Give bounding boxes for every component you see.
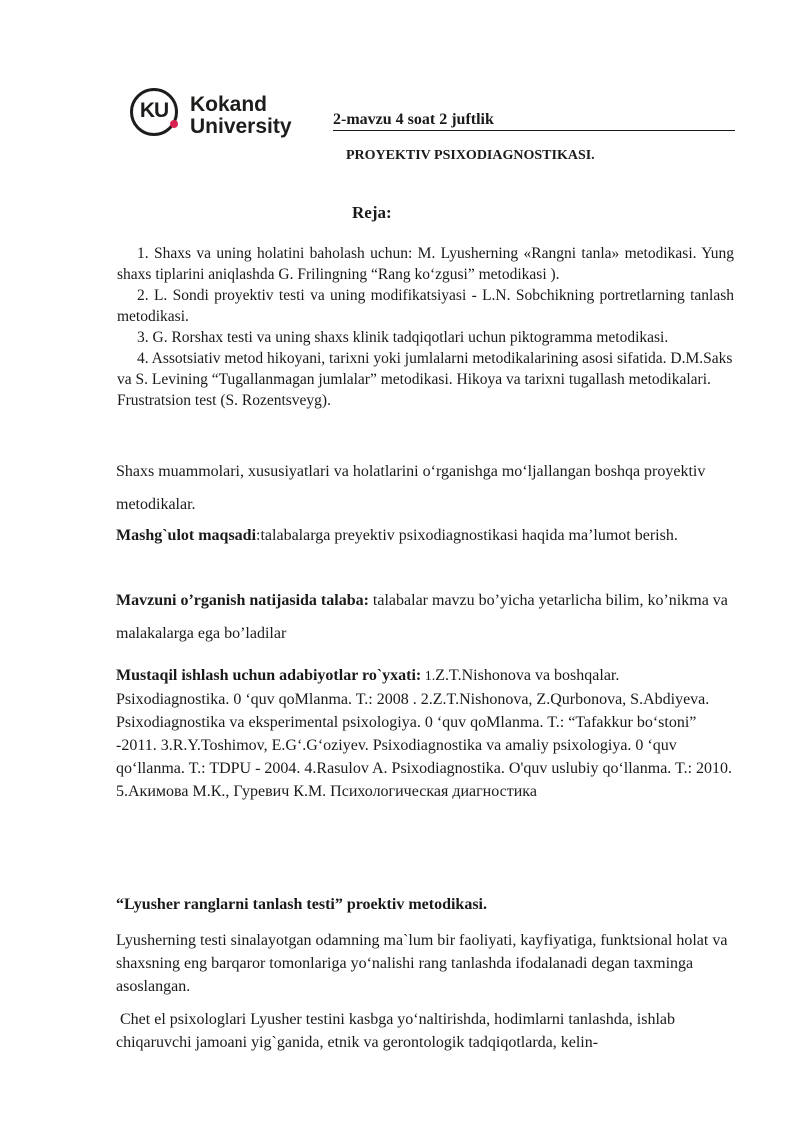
goal-text: :talabalarga preyektiv psixodiagnostikasi haqida ma’lumot berish. [256,527,678,544]
bibliography-number: 1. [421,669,436,684]
logo-word-line1: Kokand [190,93,268,116]
plan-item: 4. Assotsiativ metod hikoyani, tarixni yoki jumlalarni metodikalarining asosi sifatida. D.M.Saks va S. Levining “Tugallanmagan jumlalar” metodikasi. Hikoya va tarixni tugallash metodikalari. Frustratsion test (S. Rozentsveyg). [117,350,733,409]
logo-word-line2: University [190,115,292,138]
outcome-label: Mavzuni o’rganish natijasida talaba: [116,592,369,609]
goal-paragraph [116,519,742,552]
plan-item: 2. L. Sondi proyektiv testi va uning modifikatsiyasi - L.N. Sobchikning portretlarning tanlash metodikasi. [117,287,734,325]
goal-label: Mashg`ulot maqsadi [116,527,257,544]
section-title: “Lyusher ranglarni tanlash testi” proektiv metodikasi. [116,896,487,913]
section-paragraph-2 [116,1008,742,1054]
topic-line: 2-mavzu 4 soat 2 juftlik [333,111,735,131]
plan-item: 3. G. Rorshax testi va uning shaxs klinik tadqiqotlari uchun piktogramma metodikasi. [137,329,669,346]
logo-dot-icon [170,120,178,128]
plan-item: 1. Shaxs va uning holatini baholash uchun: M. Lyusherning «Rangni tanla» metodikasi. Yung shaxs tiplarini aniqlashda G. Frilingning “Rang ko‘zgusi” metodikasi ). [117,245,734,283]
section-paragraph-1-text: Lyusherning testi sinalayotgan odamning ma`lum bir faoliyati, kayfiyatiga, funktsional holat va shaxsning eng barqaror tomonlariga yo‘nalishi rang tanlashda ifodalanadi degan taxminga asoslangan. [116,932,728,995]
section-paragraph-1 [116,929,742,998]
plan-list [117,243,734,411]
page-title: PROYEKTIV PSIXODIAGNOSTIKASI. [346,148,595,163]
plan-tail-paragraph [116,455,742,521]
bibliography-label: Mustaqil ishlash uchun adabiyotlar ro`yxati: [116,667,422,684]
plan-heading: Reja: [352,203,392,222]
university-logo [130,88,320,148]
outcome-paragraph [116,584,742,650]
plan-tail-text: Shaxs muammolari, xususiyatlari va holatlarini o‘rganishga mo‘ljallangan boshqa proyektiv metodikalar. [116,463,706,513]
section-paragraph-2-text: Chet el psixologlari Lyusher testini kasbga yo‘naltirishda, hodimlarni tanlashda, ishlab chiqaruvchi jamoani yig`ganida, etnik va gerontologik tadqiqotlarda, kelin- [116,1011,680,1051]
bibliography-text: Z.T.Nishonova va boshqalar. Psixodiagnostika. 0 ‘quv qoMlanma. T.: 2008 . 2.Z.T.Nishonova, Z.Qurbonova, S.Abdiyeva. Psixodiagnostika va eksperimental psixologiya. 0 ‘quv qoMlanma. T.: “Tafakkur bo‘stoni” -2011. 3.R.Y.Toshimov, E.G‘.G‘oziyev. Psixodiagnostika va amaliy psixologiya. 0 ‘quv qo‘llanma. T.: TDPU - 2004. 4.Rasulov A. Psixodiagnostika. O'quv uslubiy qo‘llanma. T.: 2010. 5.Акимова М.К., Гуревич К.М. Психологическая диагностика [116,667,733,800]
logo-mark: KU [139,99,169,122]
bibliography-paragraph [116,664,736,803]
outcome-text: talabalar mavzu bo’yicha yetarlicha bilim, ko’nikma va malakalarga ega bo’ladilar [116,592,728,642]
